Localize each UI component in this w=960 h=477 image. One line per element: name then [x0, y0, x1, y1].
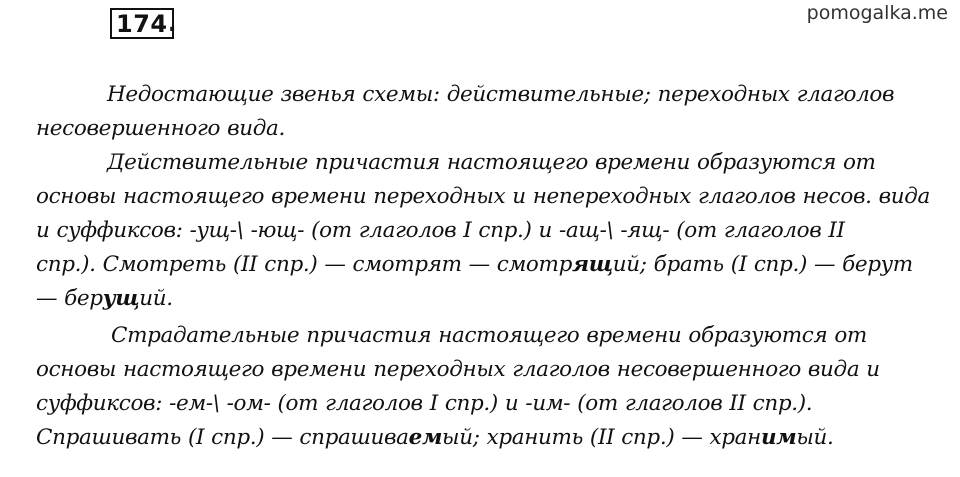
- text-line: [36, 353, 916, 387]
- text-line: [36, 146, 916, 180]
- page-header: [0, 0, 960, 50]
- text-segment: основы настоящего времени переходных глаголов несовершенного вида и: [36, 357, 880, 382]
- text-segment: основы настоящего времени переходных и непереходных глаголов несов. вида: [36, 184, 930, 209]
- text-line: [36, 282, 916, 316]
- text-segment: суффиксов: -ем-\ -ом- (от глаголов I спр.) и -им- (от глаголов II спр.).: [36, 391, 813, 416]
- suffix-highlight: ем: [408, 425, 443, 450]
- paragraph-missing-links: [36, 78, 916, 146]
- text-segment: Действительные причастия настоящего времени образуются от: [107, 150, 876, 175]
- text-line: [36, 112, 916, 146]
- task-number-dot: .: [168, 12, 177, 37]
- suffix-highlight: ущ: [102, 286, 140, 311]
- text-segment: Спрашивать (I спр.) — спрашива: [36, 425, 409, 450]
- paragraph-active-participles: [36, 146, 930, 316]
- paragraph-passive-participles: [36, 319, 916, 455]
- text-line: [36, 248, 916, 282]
- site-watermark: pomogalka.me: [806, 2, 948, 24]
- suffix-highlight: им: [760, 425, 797, 450]
- text-segment: — бер: [36, 286, 103, 311]
- text-line: [36, 214, 916, 248]
- text-segment: ий.: [139, 286, 173, 311]
- task-number-box: 174: [110, 8, 174, 39]
- text-segment: ый; хранить (II спр.) — хран: [442, 425, 761, 450]
- text-segment: несовершенного вида.: [36, 116, 286, 141]
- text-segment: и суффиксов: -ущ-\ -ющ- (от глаголов I спр.) и -ащ-\ -ящ- (от глаголов II: [36, 218, 845, 243]
- text-segment: Недостающие звенья схемы: действительные; переходных глаголов: [107, 82, 895, 107]
- suffix-highlight: ящ: [571, 252, 613, 277]
- text-line: [36, 387, 916, 421]
- text-line: [36, 180, 930, 214]
- text-line: [36, 421, 916, 455]
- text-segment: ый.: [796, 425, 834, 450]
- text-segment: спр.). Смотреть (II спр.) — смотрят — смотр: [36, 252, 572, 277]
- text-line: [36, 78, 916, 112]
- text-segment: ий; брать (I спр.) — берут: [612, 252, 913, 277]
- text-line: [36, 319, 916, 353]
- answer-text: [36, 78, 930, 455]
- text-segment: Страдательные причастия настоящего времени образуются от: [111, 323, 867, 348]
